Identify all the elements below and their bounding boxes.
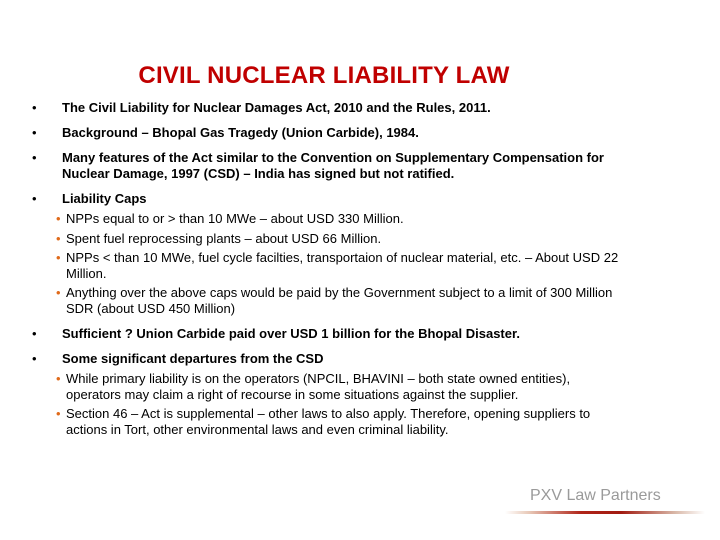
sub-bullet-item: • NPPs equal to or > than 10 MWe – about USD 330 Million. [56, 211, 404, 226]
sub-bullet-item: • While primary liability is on the operators (NPCIL, BHAVINI – both state owned entities), operators may claim a right of recourse in some situations against the supplier. [56, 371, 571, 402]
sub-bullet-item: • Anything over the above caps would be paid by the Government subject to a limit of 300 Million SDR (about USD 450 Million) [56, 285, 613, 316]
sub-bullet-icon: • [56, 406, 61, 421]
bullet-icon: • [32, 351, 37, 366]
bullet-icon: • [32, 326, 37, 341]
footer-divider [505, 511, 705, 514]
sub-bullet-icon: • [56, 211, 61, 226]
bullet-icon: • [32, 100, 37, 115]
bullet-item: • Liability Caps [32, 191, 147, 206]
bullet-icon: • [32, 150, 37, 165]
bullet-item: • Sufficient ? Union Carbide paid over USD 1 billion for the Bhopal Disaster. [32, 326, 520, 341]
bullet-list [32, 100, 622, 441]
sub-bullet-item: • Section 46 – Act is supplemental – other laws to also apply. Therefore, opening suppliers to actions in Tort, other environmental laws and even criminal liability. [56, 406, 591, 437]
bullet-item: • Some significant departures from the CSD [32, 351, 324, 366]
slide-title: CIVIL NUCLEAR LIABILITY LAW [138, 62, 510, 89]
bullet-icon: • [32, 191, 37, 206]
footer-brand-logo: PXV Law Partners [530, 487, 661, 504]
bullet-item: • The Civil Liability for Nuclear Damages Act, 2010 and the Rules, 2011. [32, 100, 491, 115]
sub-bullet-item: • Spent fuel reprocessing plants – about USD 66 Million. [56, 230, 382, 246]
sub-bullet-item: • NPPs < than 10 MWe, fuel cycle facilties, transportaion of nuclear material, etc. – About USD 22 Million. [56, 250, 619, 281]
sub-bullet-icon: • [56, 371, 61, 386]
sub-bullet-icon: • [56, 285, 61, 300]
bullet-item: • Background – Bhopal Gas Tragedy (Union Carbide), 1984. [32, 125, 419, 140]
sub-bullet-icon: • [56, 230, 61, 246]
bullet-icon: • [32, 125, 37, 140]
bullet-item: • Many features of the Act similar to the Convention on Supplementary Compensation for Nuclear Damage, 1997 (CSD) – India has signed but not ratified. [32, 150, 604, 181]
sub-bullet-icon: • [56, 250, 61, 265]
